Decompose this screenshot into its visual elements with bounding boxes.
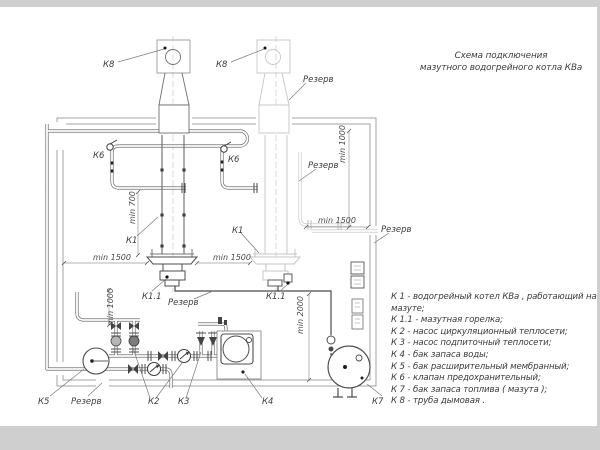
- burner-left: [160, 271, 185, 286]
- legend-item: К 5 - бак расширительный мембранный;: [391, 361, 570, 372]
- label-reserve-mid: Резерв: [308, 161, 339, 171]
- title-line-1: Схема подключения: [454, 51, 548, 61]
- water-tank-k4: [217, 331, 261, 379]
- label-k6-left: К6: [93, 151, 105, 161]
- legend-item: К 7 - бак запаса топлива ( мазута );: [391, 384, 548, 395]
- legend-item: К 3 - насос подпиточный теплосети;: [391, 338, 552, 349]
- legend: [391, 292, 599, 408]
- label-k1-left: К1: [126, 236, 138, 246]
- title-block: [410, 50, 592, 74]
- leader-dots: [164, 47, 290, 285]
- title-line-2: мазутного водогрейного котла КВа: [419, 63, 583, 73]
- valve-circle: [129, 336, 139, 346]
- legend-item: К 6 - клапан предохранительный;: [391, 373, 541, 384]
- legend-item: К 8 - труба дымовая .: [391, 396, 485, 407]
- legend-item: К 1.1 - мазутная горелка;: [391, 315, 503, 326]
- label-k1-right: К1: [232, 226, 244, 236]
- boiler-right: [250, 249, 300, 286]
- dim-min1000-right: min 1000: [338, 125, 347, 163]
- label-k11-left: К1.1: [142, 292, 162, 302]
- label-reserve-burner: Резерв: [168, 298, 199, 308]
- dim-min1500-mid: min 1500: [213, 253, 251, 262]
- pump-circulation: [148, 363, 161, 376]
- label-reserve-bottom: Резерв: [71, 397, 102, 407]
- expansion-tank-k5: [83, 348, 109, 374]
- building-walls: [57, 118, 376, 386]
- boiler-left: [147, 249, 197, 286]
- label-reserve-chimney: Резерв: [303, 75, 334, 85]
- fuel-tank-k7: [327, 336, 370, 397]
- label-k6-right: К6: [228, 155, 240, 165]
- dim-min700: min 700: [128, 191, 137, 224]
- label-k11-right: К1.1: [266, 292, 286, 302]
- dim-min1000-left: min 1000: [106, 288, 115, 326]
- label-k2: К2: [148, 397, 160, 407]
- label-k4: К4: [262, 397, 274, 407]
- dim-min2000: min 2000: [296, 296, 305, 334]
- legend-item: К 4 - бак запаса воды;: [391, 349, 489, 360]
- legend-item: К 2 - насос циркуляционный теплосети;: [391, 326, 568, 337]
- pump-circulation: [178, 350, 191, 363]
- label-k8-left: К8: [103, 60, 115, 70]
- chimney-right: [257, 40, 290, 133]
- label-reserve-right: Резерв: [381, 225, 412, 235]
- label-k8-right: К8: [216, 60, 228, 70]
- wall-boxes: [351, 262, 364, 329]
- dim-min1500-right: min 1500: [318, 216, 356, 225]
- valve-circle: [111, 336, 121, 346]
- legend-item: К 1 - водогрейный котел КВа , работающий на мазуте;: [391, 292, 597, 314]
- label-k7: К7: [372, 397, 384, 407]
- label-k5: К5: [38, 397, 50, 407]
- dim-min1500-left: min 1500: [93, 253, 131, 262]
- label-k3: К3: [178, 397, 190, 407]
- chimney-left: [157, 40, 190, 133]
